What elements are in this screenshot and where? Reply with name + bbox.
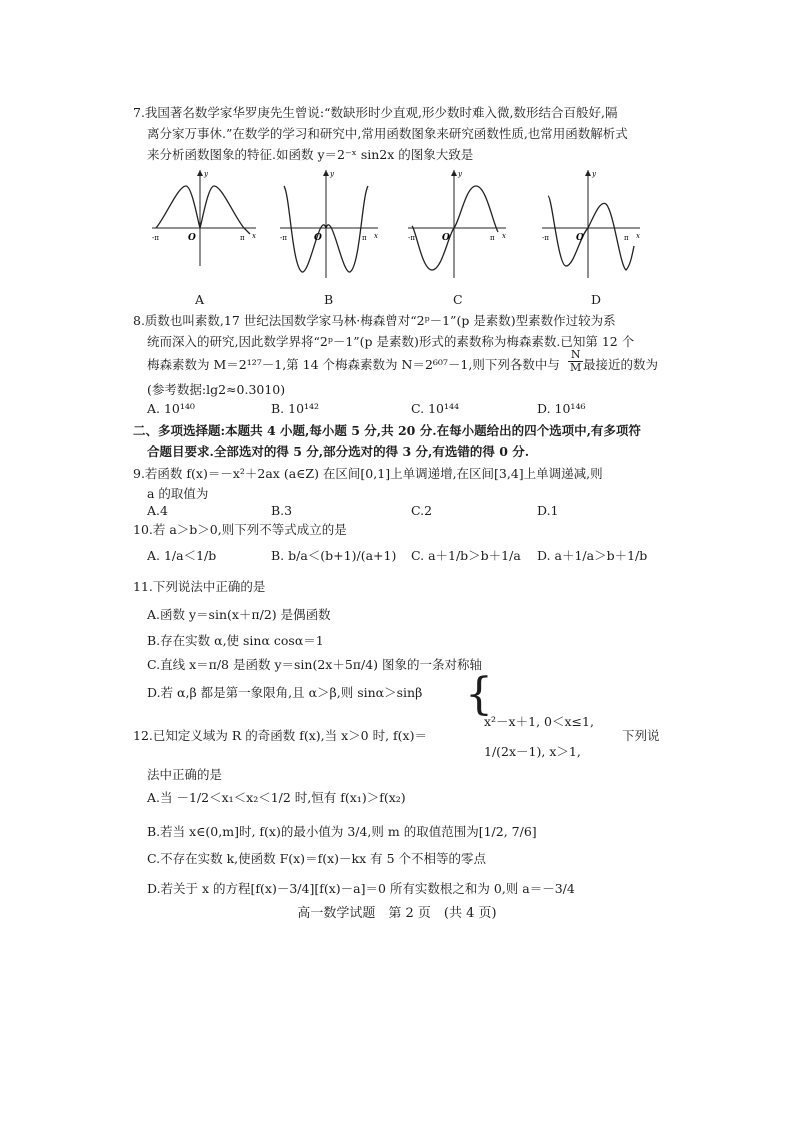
page-footer: 高一数学试题 第 2 页 (共 4 页)	[297, 906, 497, 921]
graph-a	[148, 166, 260, 270]
section2-line-2: 合题目要求.全部选对的得 5 分,部分选对的得 3 分,有选错的得 0 分.	[147, 444, 530, 459]
graph-d-y: y	[592, 170, 596, 178]
graph-b-pi: π	[362, 234, 367, 242]
q8-line-4: (参考数据:lg2≈0.3010)	[147, 382, 286, 397]
graph-b-neg-pi: -π	[280, 234, 287, 242]
q12-case-1: x²－x＋1, 0＜x≤1,	[484, 714, 594, 729]
graph-c-label: C	[453, 292, 463, 307]
graph-a-y: y	[204, 170, 208, 178]
q9-option-c: C.2	[411, 503, 433, 518]
graph-b-label: B	[324, 292, 334, 307]
q10-option-a: A. 1/a＜1/b	[147, 548, 217, 563]
graph-b-origin: O	[314, 233, 322, 243]
graph-a-x: x	[252, 232, 256, 240]
q8-option-c: C. 10¹⁴⁴	[411, 401, 460, 416]
q8-option-a: A. 10¹⁴⁰	[147, 401, 195, 416]
graph-d-neg-pi: -π	[542, 234, 549, 242]
q7-line-1: 7.我国著名数学家华罗庚先生曾说:“数缺形时少直观,形少数时难入微,数形结合百般好,隔	[133, 105, 618, 120]
graph-c-x: x	[502, 232, 506, 240]
graph-d-label: D	[591, 292, 602, 307]
graph-a-pi: π	[240, 234, 245, 242]
q8-frac-num: N	[568, 349, 583, 362]
q12-brace: {	[465, 669, 493, 720]
q11-option-a: A.函数 y＝sin(x＋π/2) 是偶函数	[147, 607, 331, 622]
graph-c-pi: π	[490, 234, 495, 242]
graph-c-origin: O	[442, 233, 450, 243]
q10-stem: 10.若 a＞b＞0,则下列不等式成立的是	[133, 522, 347, 537]
q10-option-d: D. a＋1/a＞b＋1/b	[537, 548, 648, 563]
q8-fraction	[568, 349, 583, 374]
q12-option-a: A.当 －1/2＜x₁＜x₂＜1/2 时,恒有 f(x₁)＞f(x₂)	[147, 790, 406, 805]
q8-line-2: 统而深入的研究,因此数学界将“2ᵖ－1”(p 是素数)形式的素数称为梅森素数.已知第 12 个	[147, 334, 635, 349]
q9-line-1: 9.若函数 f(x)＝－x²＋2ax (a∈Z) 在区间[0,1]上单调递增,在区间[3,4]上单调递减,则	[133, 466, 603, 481]
graph-a-label: A	[195, 292, 205, 307]
q9-option-a: A.4	[147, 503, 168, 518]
graph-d-x: x	[636, 232, 640, 240]
q10-option-b: B. b/a＜(b+1)/(a+1)	[271, 548, 397, 563]
graph-b-x: x	[374, 232, 378, 240]
q12-stem-after: 下列说	[622, 728, 660, 743]
graph-b-y: y	[330, 170, 334, 178]
q8-option-d: D. 10¹⁴⁶	[537, 401, 586, 416]
q12-option-c: C.不存在实数 k,使函数 F(x)＝f(x)－kx 有 5 个不相等的零点	[147, 851, 486, 866]
q8-line-3b: 最接近的数为	[583, 357, 659, 372]
graph-d	[540, 166, 644, 282]
graph-a-origin: O	[188, 233, 196, 243]
q9-option-d: D.1	[537, 503, 559, 518]
q12-case-2: 1/(2x－1), x＞1,	[484, 744, 581, 759]
q10-option-c: C. a＋1/b＞b＋1/a	[411, 548, 521, 563]
graph-c-neg-pi: -π	[408, 234, 415, 242]
q8-frac-den: M	[570, 361, 582, 374]
graph-d-origin: O	[576, 233, 584, 243]
graph-c	[406, 166, 510, 282]
q8-line-3: 梅森素数为 M＝2¹²⁷－1,第 14 个梅森素数为 N＝2⁶⁰⁷－1,则下列各数中与	[147, 357, 560, 372]
q12-stem-line2: 法中正确的是	[147, 767, 223, 782]
graph-d-pi: π	[624, 234, 629, 242]
q9-line-2: a 的取值为	[147, 486, 209, 501]
q11-option-b: B.存在实数 α,使 sinα cosα＝1	[147, 633, 324, 648]
q12-stem-before: 12.已知定义域为 R 的奇函数 f(x),当 x＞0 时, f(x)＝	[133, 728, 427, 743]
q7-line-3: 来分析函数图象的特征.如函数 y＝2⁻ˣ sin2x 的图象大致是	[147, 147, 474, 162]
q8-line-1: 8.质数也叫素数,17 世纪法国数学家马林·梅森曾对“2ᵖ－1”(p 是素数)型素数作过较为系	[133, 313, 616, 328]
q12-option-d: D.若关于 x 的方程[f(x)－3/4][f(x)－a]＝0 所有实数根之和为 0,则 a＝－3/4	[147, 881, 575, 896]
graph-a-neg-pi: -π	[152, 234, 159, 242]
q7-line-2: 离分家万事休.”在数学的学习和研究中,常用函数图象来研究函数性质,也常用函数解析式	[147, 126, 628, 141]
q9-option-b: B.3	[271, 503, 293, 518]
q11-stem: 11.下列说法中正确的是	[133, 579, 266, 594]
graph-c-y: y	[458, 170, 462, 178]
q11-option-c: C.直线 x＝π/8 是函数 y＝sin(2x＋5π/4) 图象的一条对称轴	[147, 657, 483, 672]
q11-option-d: D.若 α,β 都是第一象限角,且 α＞β,则 sinα＞sinβ	[147, 685, 423, 700]
q12-option-b: B.若当 x∈(0,m]时, f(x)的最小值为 3/4,则 m 的取值范围为[1/2, 7/6]	[147, 824, 537, 839]
section2-line-1: 二、多项选择题:本题共 4 小题,每小题 5 分,共 20 分.在每小题给出的四个选项中,有多项符	[133, 423, 641, 438]
graph-b	[278, 166, 382, 282]
q8-option-b: B. 10¹⁴²	[271, 401, 320, 416]
